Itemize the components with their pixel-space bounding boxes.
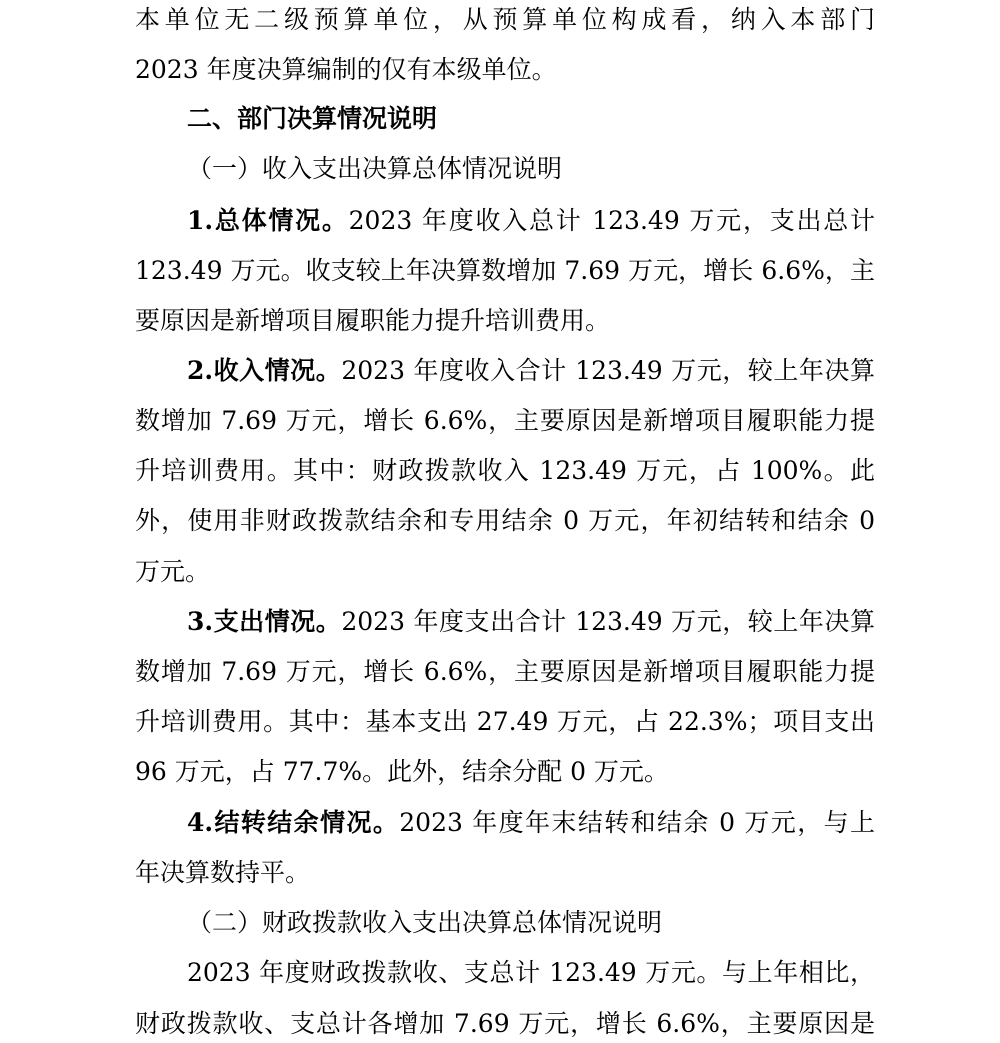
paragraph-line	[135, 557, 875, 587]
text: 2023 年度财政拨款收、支总计 123.49 万元。与上年相比，	[187, 958, 875, 987]
text: 2023 年度收入总计 123.49 万元，支出总计	[348, 206, 875, 235]
text: 数增加 7.69 万元，增长 6.6%，主要原因是新增项目履职能力提	[135, 406, 875, 435]
text: 财政拨款收、支总计各增加 7.69 万元，增长 6.6%，主要原因是	[135, 1009, 875, 1038]
paragraph-line	[135, 5, 875, 35]
text: 2023 年度收入合计 123.49 万元，较上年决算	[341, 356, 875, 385]
text: 要原因是新增项目履职能力提升培训费用。	[135, 306, 611, 335]
text: 升培训费用。其中：财政拨款收入 123.49 万元，占 100%。此	[135, 456, 875, 485]
paragraph-line	[187, 206, 875, 236]
text: 2023 年度支出合计 123.49 万元，较上年决算	[341, 607, 875, 636]
text: 2023 年度决算编制的仅有本级单位。	[135, 55, 557, 84]
paragraph-line	[187, 958, 875, 988]
paragraph-line	[135, 1009, 875, 1039]
paragraph-line	[135, 406, 875, 436]
heading-text: （一）收入支出决算总体情况说明	[187, 154, 563, 183]
text: 数增加 7.69 万元，增长 6.6%，主要原因是新增项目履职能力提	[135, 657, 875, 686]
section-heading	[187, 104, 875, 134]
paragraph-lead: 1.总体情况。	[187, 206, 349, 235]
text: 年决算数持平。	[135, 858, 311, 887]
paragraph-line	[135, 456, 875, 486]
text: 2023 年度年末结转和结余 0 万元，与上	[399, 808, 875, 837]
paragraph-lead: 4.结转结余情况。	[187, 808, 400, 837]
text: 外，使用非财政拨款结余和专用结余 0 万元，年初结转和结余 0	[135, 506, 875, 535]
text: 本单位无二级预算单位，从预算单位构成看，纳入本部门	[135, 5, 875, 34]
paragraph-line	[135, 757, 875, 787]
paragraph-line	[187, 356, 875, 386]
paragraph-line	[135, 506, 875, 536]
heading-text: （二）财政拨款收入支出决算总体情况说明	[187, 908, 663, 937]
paragraph-line	[135, 657, 875, 687]
heading-text: 二、部门决算情况说明	[187, 104, 438, 133]
text: 96 万元，占 77.7%。此外，结余分配 0 万元。	[135, 757, 669, 786]
paragraph-line	[135, 55, 875, 85]
paragraph-lead: 2.收入情况。	[187, 356, 342, 385]
text: 升培训费用。其中：基本支出 27.49 万元，占 22.3%；项目支出	[135, 707, 875, 736]
paragraph-line	[135, 858, 875, 888]
subsection-heading	[187, 154, 875, 184]
text: 123.49 万元。收支较上年决算数增加 7.69 万元，增长 6.6%，主	[135, 256, 875, 285]
paragraph-lead: 3.支出情况。	[187, 607, 342, 636]
paragraph-line	[135, 306, 875, 336]
paragraph-line	[135, 256, 875, 286]
subsection-heading	[187, 908, 875, 938]
paragraph-line	[187, 607, 875, 637]
paragraph-line	[135, 707, 875, 737]
text: 万元。	[135, 557, 211, 586]
paragraph-line	[187, 808, 875, 838]
